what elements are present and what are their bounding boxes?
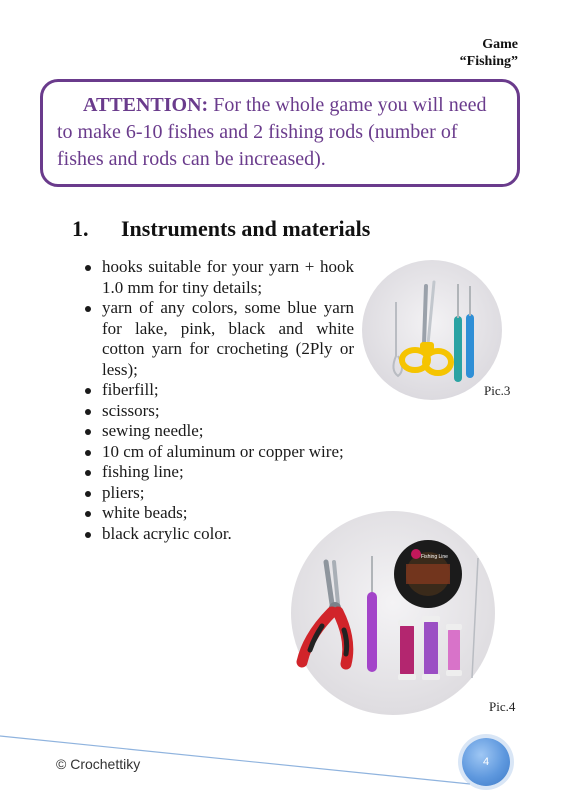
pic3-label: Pic.3 <box>484 383 511 398</box>
list-item: 10 cm of aluminum or copper wire; <box>81 442 354 463</box>
attention-text: For the whole game you will need to make 6-10 fishes and 2 fishing rods (number of fishes and rods can be increased). <box>57 94 487 170</box>
attention-lead: ATTENTION: <box>83 94 209 116</box>
list-item: sewing needle; <box>81 421 354 442</box>
spool-label: Fishing Line <box>421 554 448 560</box>
list-item: fishing line; <box>81 462 354 483</box>
list-item: pliers; <box>81 483 354 504</box>
list-item: black acrylic color. <box>81 524 354 545</box>
list-item: scissors; <box>81 401 354 422</box>
header-line-1: Game <box>482 37 518 52</box>
header-line-2: “Fishing” <box>459 54 518 69</box>
page-number: 4 <box>482 756 490 768</box>
list-item: yarn of any colors, some blue yarn for lake, pink, black and white cotton yarn for crocheting (2Ply or less); <box>81 298 354 380</box>
list-item: fiberfill; <box>81 380 354 401</box>
copyright-text: © Crochettiky <box>56 756 141 772</box>
section-number: 1. <box>72 216 89 241</box>
list-item: hooks suitable for your yarn + hook 1.0 mm for tiny details; <box>81 257 354 298</box>
pic4-label: Pic.4 <box>489 699 516 714</box>
page-number-badge <box>462 738 510 786</box>
list-item: white beads; <box>81 503 354 524</box>
section-title: Instruments and materials <box>121 216 371 241</box>
